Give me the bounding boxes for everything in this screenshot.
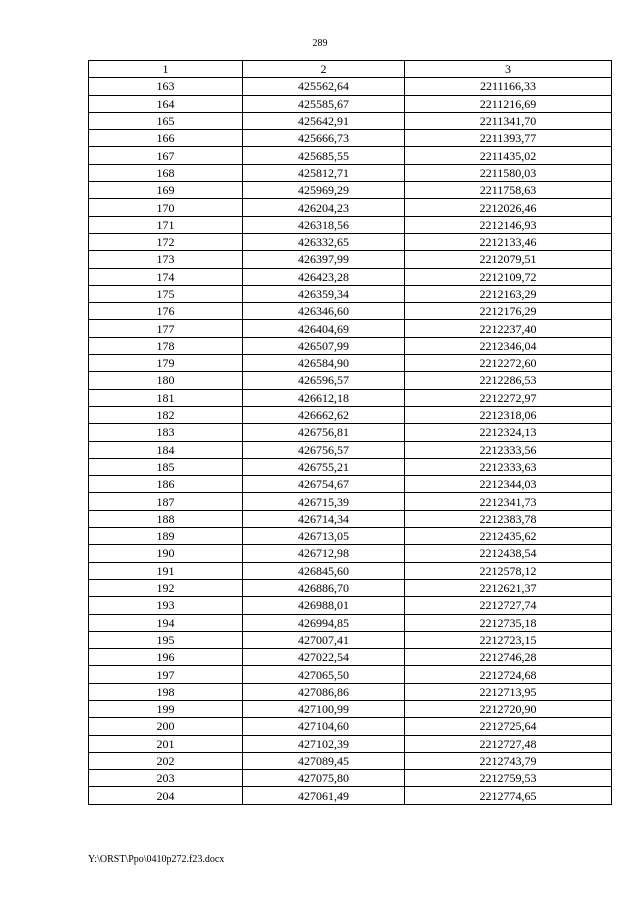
- point-number-cell: 194: [89, 614, 243, 631]
- y-coordinate-cell: 2212272,60: [405, 355, 612, 372]
- x-coordinate-cell: 426507,99: [243, 337, 405, 354]
- x-coordinate-cell: 425562,64: [243, 78, 405, 95]
- table-body: [89, 78, 612, 804]
- x-coordinate-cell: 426754,67: [243, 476, 405, 493]
- y-coordinate-cell: 2211435,02: [405, 147, 612, 164]
- table-row: [89, 285, 612, 302]
- table-row: [89, 78, 612, 95]
- y-coordinate-cell: 2211216,69: [405, 95, 612, 112]
- table-row: [89, 597, 612, 614]
- table-row: [89, 320, 612, 337]
- y-coordinate-cell: 2212163,29: [405, 285, 612, 302]
- point-number-cell: 176: [89, 303, 243, 320]
- point-number-cell: 181: [89, 389, 243, 406]
- table-row: [89, 562, 612, 579]
- point-number-cell: 177: [89, 320, 243, 337]
- table-row: [89, 112, 612, 129]
- y-coordinate-cell: 2212146,93: [405, 216, 612, 233]
- point-number-cell: 180: [89, 372, 243, 389]
- point-number-cell: 187: [89, 493, 243, 510]
- point-number-cell: 201: [89, 735, 243, 752]
- y-coordinate-cell: 2212725,64: [405, 718, 612, 735]
- y-coordinate-cell: 2211758,63: [405, 182, 612, 199]
- x-coordinate-cell: 427100,99: [243, 700, 405, 717]
- table-row: [89, 130, 612, 147]
- table-row: [89, 510, 612, 527]
- point-number-cell: 165: [89, 112, 243, 129]
- point-number-cell: 179: [89, 355, 243, 372]
- table-row: [89, 631, 612, 648]
- x-coordinate-cell: 427089,45: [243, 752, 405, 769]
- table-row: [89, 718, 612, 735]
- y-coordinate-cell: 2212578,12: [405, 562, 612, 579]
- table-row: [89, 233, 612, 250]
- x-coordinate-cell: 427061,49: [243, 787, 405, 804]
- y-coordinate-cell: 2212724,68: [405, 666, 612, 683]
- point-number-cell: 166: [89, 130, 243, 147]
- x-coordinate-cell: 426845,60: [243, 562, 405, 579]
- x-coordinate-cell: 427102,39: [243, 735, 405, 752]
- point-number-cell: 204: [89, 787, 243, 804]
- table-row: [89, 355, 612, 372]
- table-row: [89, 182, 612, 199]
- x-coordinate-cell: 426756,57: [243, 441, 405, 458]
- x-coordinate-cell: 426713,05: [243, 528, 405, 545]
- point-number-cell: 203: [89, 770, 243, 787]
- point-number-cell: 169: [89, 182, 243, 199]
- x-coordinate-cell: 426994,85: [243, 614, 405, 631]
- x-coordinate-cell: 426714,34: [243, 510, 405, 527]
- y-coordinate-cell: 2212286,53: [405, 372, 612, 389]
- point-number-cell: 192: [89, 579, 243, 596]
- y-coordinate-cell: 2212727,74: [405, 597, 612, 614]
- x-coordinate-cell: 427086,86: [243, 683, 405, 700]
- x-coordinate-cell: 427022,54: [243, 649, 405, 666]
- y-coordinate-cell: 2212438,54: [405, 545, 612, 562]
- table-row: [89, 441, 612, 458]
- x-coordinate-cell: 426756,81: [243, 424, 405, 441]
- table-row: [89, 493, 612, 510]
- coordinates-table-container: [88, 60, 611, 805]
- point-number-cell: 183: [89, 424, 243, 441]
- x-coordinate-cell: 425969,29: [243, 182, 405, 199]
- x-coordinate-cell: 425812,71: [243, 164, 405, 181]
- point-number-cell: 199: [89, 700, 243, 717]
- table-row: [89, 770, 612, 787]
- y-coordinate-cell: 2211393,77: [405, 130, 612, 147]
- point-number-cell: 171: [89, 216, 243, 233]
- point-number-cell: 188: [89, 510, 243, 527]
- table-row: [89, 752, 612, 769]
- y-coordinate-cell: 2212333,63: [405, 458, 612, 475]
- table-header-row: [89, 61, 612, 78]
- x-coordinate-cell: 425642,91: [243, 112, 405, 129]
- point-number-cell: 163: [89, 78, 243, 95]
- y-coordinate-cell: 2212435,62: [405, 528, 612, 545]
- coordinates-table: [88, 60, 612, 805]
- x-coordinate-cell: 426715,39: [243, 493, 405, 510]
- x-coordinate-cell: 426712,98: [243, 545, 405, 562]
- table-row: [89, 700, 612, 717]
- x-coordinate-cell: 426662,62: [243, 406, 405, 423]
- y-coordinate-cell: 2212272,97: [405, 389, 612, 406]
- point-number-cell: 172: [89, 233, 243, 250]
- point-number-cell: 175: [89, 285, 243, 302]
- x-coordinate-cell: 426404,69: [243, 320, 405, 337]
- x-coordinate-cell: 427007,41: [243, 631, 405, 648]
- y-coordinate-cell: 2212383,78: [405, 510, 612, 527]
- y-coordinate-cell: 2212176,29: [405, 303, 612, 320]
- point-number-cell: 191: [89, 562, 243, 579]
- x-coordinate-cell: 427104,60: [243, 718, 405, 735]
- y-coordinate-cell: 2212713,95: [405, 683, 612, 700]
- table-row: [89, 683, 612, 700]
- y-coordinate-cell: 2211580,03: [405, 164, 612, 181]
- y-coordinate-cell: 2212720,90: [405, 700, 612, 717]
- point-number-cell: 170: [89, 199, 243, 216]
- point-number-cell: 164: [89, 95, 243, 112]
- point-number-cell: 182: [89, 406, 243, 423]
- table-row: [89, 545, 612, 562]
- table-row: [89, 614, 612, 631]
- table-row: [89, 251, 612, 268]
- point-number-cell: 173: [89, 251, 243, 268]
- y-coordinate-cell: 2212318,06: [405, 406, 612, 423]
- column-header: 2: [243, 61, 405, 78]
- x-coordinate-cell: 426318,56: [243, 216, 405, 233]
- point-number-cell: 193: [89, 597, 243, 614]
- y-coordinate-cell: 2211341,70: [405, 112, 612, 129]
- table-row: [89, 372, 612, 389]
- table-row: [89, 476, 612, 493]
- x-coordinate-cell: 427075,80: [243, 770, 405, 787]
- table-row: [89, 216, 612, 233]
- table-row: [89, 528, 612, 545]
- table-row: [89, 337, 612, 354]
- table-row: [89, 164, 612, 181]
- y-coordinate-cell: 2211166,33: [405, 78, 612, 95]
- point-number-cell: 189: [89, 528, 243, 545]
- table-row: [89, 199, 612, 216]
- x-coordinate-cell: 425685,55: [243, 147, 405, 164]
- point-number-cell: 178: [89, 337, 243, 354]
- point-number-cell: 186: [89, 476, 243, 493]
- x-coordinate-cell: 425585,67: [243, 95, 405, 112]
- point-number-cell: 200: [89, 718, 243, 735]
- y-coordinate-cell: 2212759,53: [405, 770, 612, 787]
- y-coordinate-cell: 2212344,03: [405, 476, 612, 493]
- y-coordinate-cell: 2212109,72: [405, 268, 612, 285]
- table-row: [89, 666, 612, 683]
- y-coordinate-cell: 2212727,48: [405, 735, 612, 752]
- y-coordinate-cell: 2212341,73: [405, 493, 612, 510]
- x-coordinate-cell: 426397,99: [243, 251, 405, 268]
- table-row: [89, 579, 612, 596]
- y-coordinate-cell: 2212026,46: [405, 199, 612, 216]
- y-coordinate-cell: 2212774,65: [405, 787, 612, 804]
- page-number: 289: [312, 38, 328, 49]
- x-coordinate-cell: 425666,73: [243, 130, 405, 147]
- point-number-cell: 197: [89, 666, 243, 683]
- x-coordinate-cell: 426596,57: [243, 372, 405, 389]
- y-coordinate-cell: 2212735,18: [405, 614, 612, 631]
- x-coordinate-cell: 427065,50: [243, 666, 405, 683]
- x-coordinate-cell: 426346,60: [243, 303, 405, 320]
- point-number-cell: 168: [89, 164, 243, 181]
- table-row: [89, 424, 612, 441]
- y-coordinate-cell: 2212333,56: [405, 441, 612, 458]
- column-header: 3: [405, 61, 612, 78]
- point-number-cell: 190: [89, 545, 243, 562]
- y-coordinate-cell: 2212133,46: [405, 233, 612, 250]
- point-number-cell: 184: [89, 441, 243, 458]
- x-coordinate-cell: 426584,90: [243, 355, 405, 372]
- y-coordinate-cell: 2212324,13: [405, 424, 612, 441]
- table-row: [89, 735, 612, 752]
- y-coordinate-cell: 2212237,40: [405, 320, 612, 337]
- y-coordinate-cell: 2212079,51: [405, 251, 612, 268]
- table-row: [89, 303, 612, 320]
- table-row: [89, 389, 612, 406]
- x-coordinate-cell: 426755,21: [243, 458, 405, 475]
- point-number-cell: 167: [89, 147, 243, 164]
- table-row: [89, 458, 612, 475]
- y-coordinate-cell: 2212346,04: [405, 337, 612, 354]
- x-coordinate-cell: 426612,18: [243, 389, 405, 406]
- column-header: 1: [89, 61, 243, 78]
- table-row: [89, 268, 612, 285]
- point-number-cell: 198: [89, 683, 243, 700]
- y-coordinate-cell: 2212743,79: [405, 752, 612, 769]
- x-coordinate-cell: 426332,65: [243, 233, 405, 250]
- table-row: [89, 95, 612, 112]
- table-row: [89, 406, 612, 423]
- table-row: [89, 147, 612, 164]
- y-coordinate-cell: 2212621,37: [405, 579, 612, 596]
- y-coordinate-cell: 2212746,28: [405, 649, 612, 666]
- x-coordinate-cell: 426423,28: [243, 268, 405, 285]
- y-coordinate-cell: 2212723,15: [405, 631, 612, 648]
- point-number-cell: 195: [89, 631, 243, 648]
- footer-file-path: Y:\ORST\Ppo\0410p272.f23.docx: [88, 854, 225, 865]
- x-coordinate-cell: 426988,01: [243, 597, 405, 614]
- x-coordinate-cell: 426359,34: [243, 285, 405, 302]
- x-coordinate-cell: 426204,23: [243, 199, 405, 216]
- point-number-cell: 202: [89, 752, 243, 769]
- table-row: [89, 787, 612, 804]
- point-number-cell: 174: [89, 268, 243, 285]
- table-row: [89, 649, 612, 666]
- x-coordinate-cell: 426886,70: [243, 579, 405, 596]
- point-number-cell: 196: [89, 649, 243, 666]
- point-number-cell: 185: [89, 458, 243, 475]
